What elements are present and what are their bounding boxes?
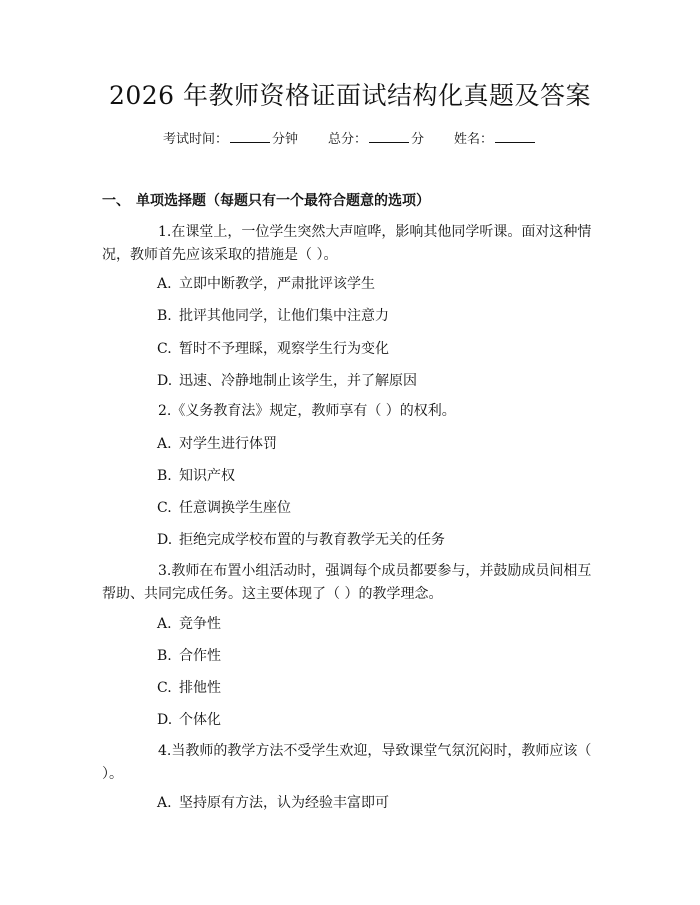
question-3-option-c xyxy=(157,677,221,699)
option-text: 竞争性 xyxy=(179,616,221,632)
question-1-option-c xyxy=(157,338,389,360)
option-text: 拒绝完成学校布置的与教育教学无关的任务 xyxy=(179,532,445,548)
question-2-option-b xyxy=(157,465,235,487)
question-3-option-a xyxy=(157,613,221,635)
option-letter: C. xyxy=(157,680,172,696)
option-text: 对学生进行体罚 xyxy=(179,436,277,452)
name-label: 姓名： xyxy=(454,132,494,147)
option-text: 合作性 xyxy=(179,648,221,664)
question-1 xyxy=(102,221,602,267)
option-letter: B. xyxy=(157,468,172,484)
question-text: 《义务教育法》规定，教师享有（ ）的权利。 xyxy=(171,403,456,419)
question-3-option-d xyxy=(157,709,221,731)
exam-time-label: 考试时间： xyxy=(162,132,228,147)
total-score-blank xyxy=(369,130,409,143)
option-letter: A. xyxy=(157,436,172,452)
option-letter: A. xyxy=(157,276,172,292)
question-1-option-b xyxy=(157,305,389,327)
option-text: 任意调换学生座位 xyxy=(179,500,291,516)
option-letter: A. xyxy=(157,795,172,811)
page-title: 2026 年教师资格证面试结构化真题及答案 xyxy=(108,81,592,110)
option-letter: D. xyxy=(157,712,173,728)
question-number: 1. xyxy=(158,224,172,240)
option-text: 暂时不予理睬，观察学生行为变化 xyxy=(179,341,389,357)
question-1-option-a xyxy=(157,273,375,295)
question-3-option-b xyxy=(157,645,221,667)
section-heading xyxy=(102,190,430,212)
option-text: 知识产权 xyxy=(179,468,235,484)
option-text: 个体化 xyxy=(179,712,221,728)
exam-time-field xyxy=(163,130,298,150)
question-2 xyxy=(102,400,602,423)
exam-meta xyxy=(0,130,700,150)
question-1-option-d xyxy=(157,370,417,392)
question-text: 当教师的教学方法不受学生欢迎，导致课堂气氛沉闷时，教师应该（ ）。 xyxy=(102,743,592,782)
option-letter: D. xyxy=(157,373,173,389)
question-2-option-d xyxy=(157,529,445,551)
option-letter: B. xyxy=(157,648,172,664)
question-4 xyxy=(102,740,602,786)
name-blank xyxy=(495,130,535,143)
total-score-unit: 分 xyxy=(411,132,425,147)
option-text: 排他性 xyxy=(179,680,221,696)
option-letter: B. xyxy=(157,308,172,324)
question-number: 4. xyxy=(158,743,172,759)
option-letter: D. xyxy=(157,532,173,548)
question-text: 在课堂上，一位学生突然大声喧哗，影响其他同学听课。面对这种情况，教师首先应该采取的措施是（ ）。 xyxy=(102,224,592,263)
question-text: 教师在布置小组活动时，强调每个成员都要参与，并鼓励成员间相互帮助、共同完成任务。这主要体现了（ ）的教学理念。 xyxy=(102,563,592,602)
option-letter: A. xyxy=(157,616,172,632)
question-2-option-c xyxy=(157,497,291,519)
question-number: 3. xyxy=(158,563,172,579)
option-text: 坚持原有方法，认为经验丰富即可 xyxy=(179,795,389,811)
option-text: 批评其他同学，让他们集中注意力 xyxy=(179,308,389,324)
name-field xyxy=(454,130,537,150)
question-2-option-a xyxy=(157,433,277,455)
section-number: 一、 xyxy=(102,193,130,209)
option-letter: C. xyxy=(157,341,172,357)
total-score-field xyxy=(328,130,424,150)
question-number: 2. xyxy=(158,403,172,419)
option-letter: C. xyxy=(157,500,172,516)
option-text: 迅速、冷静地制止该学生，并了解原因 xyxy=(179,373,417,389)
exam-time-blank xyxy=(230,130,270,143)
question-3 xyxy=(102,560,602,606)
question-4-option-a xyxy=(157,792,389,814)
section-title: 单项选择题（每题只有一个最符合题意的选项） xyxy=(136,193,430,209)
exam-time-unit: 分钟 xyxy=(271,132,298,147)
total-score-label: 总分： xyxy=(327,132,367,147)
option-text: 立即中断教学，严肃批评该学生 xyxy=(179,276,375,292)
